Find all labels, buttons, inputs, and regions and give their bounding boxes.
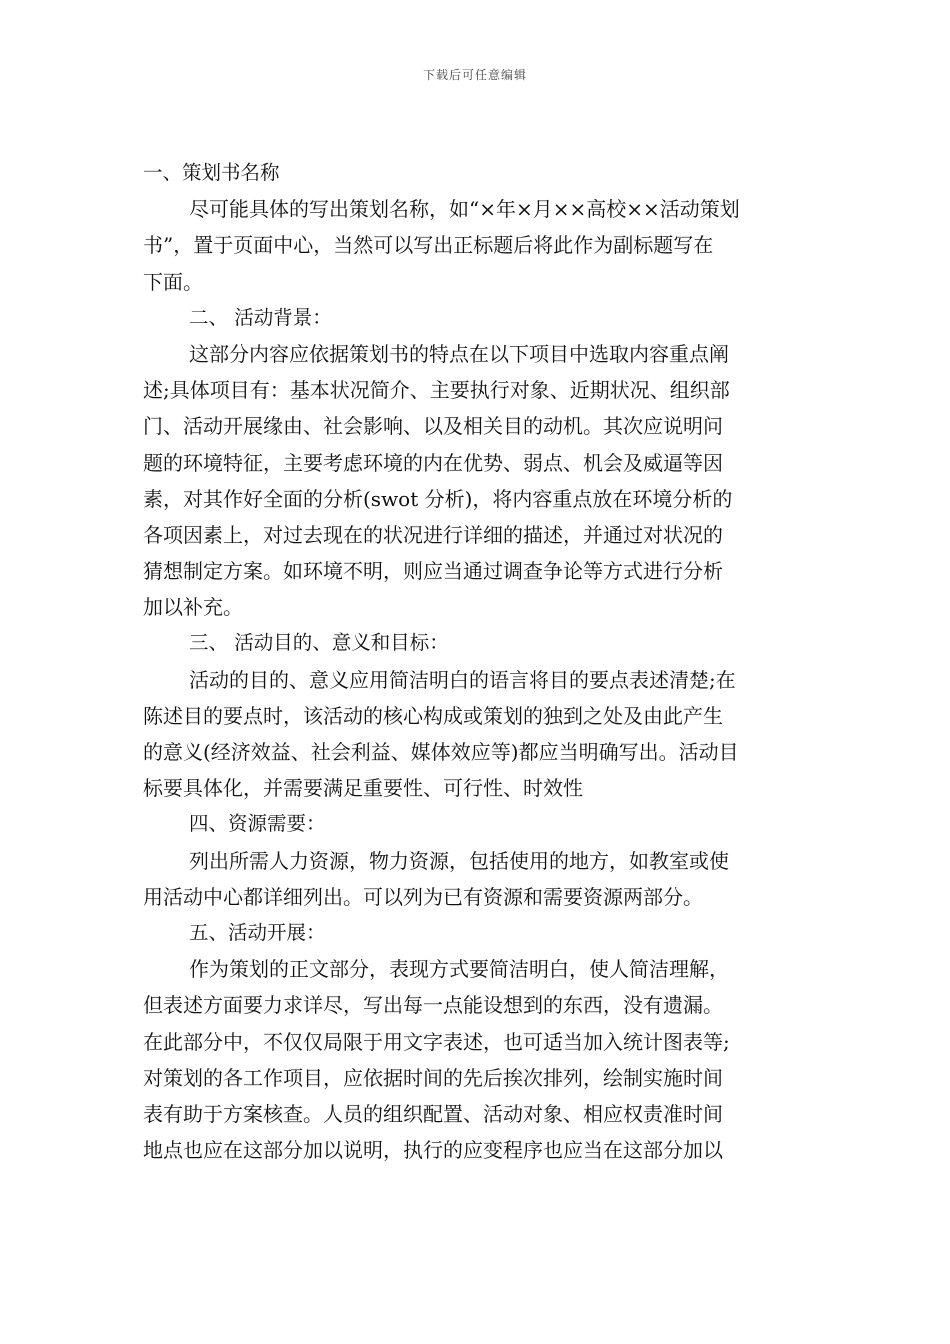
section-heading: 四、资源需要： <box>189 812 326 836</box>
text-line: 表有助于方案核查。人员的组织配置、活动对象、相应权责准时间 <box>143 1101 723 1126</box>
text-line: 各项因素上，对过去现在的状况进行详细的描述，并通过对状况的 <box>143 522 723 547</box>
section-heading: 二、 活动背景： <box>189 305 332 329</box>
text-line: 素，对其作好全面的分析(swot 分析)，将内容重点放在环境分析的 <box>143 486 733 511</box>
text-line: 门、活动开展缘由、社会影响、以及相关目的动机。其次应说明问 <box>143 414 723 439</box>
section-heading: 三、 活动目的、意义和目标： <box>189 631 449 655</box>
section-heading: 一、策划书名称 <box>143 161 280 184</box>
text-line: 猜想制定方案。如环境不明，则应当通过调查争论等方式进行分析 <box>143 559 723 584</box>
page-header-note: 下载后可任意编辑 <box>422 68 527 82</box>
document-body <box>143 155 807 1168</box>
text-line: 标要具体化，并需要满足重要性、可行性、时效性 <box>143 776 583 801</box>
text-line: 书”，置于页面中心，当然可以写出正标题后将此作为副标题写在 <box>143 233 714 258</box>
text-line: 这部分内容应依据策划书的特点在以下项目中选取内容重点阐 <box>189 341 729 366</box>
text-line: 在此部分中，不仅仅局限于用文字表述，也可适当加入统计图表等; <box>143 1029 730 1054</box>
section-heading: 五、活动开展： <box>189 920 326 944</box>
text-line: 下面。 <box>143 269 203 294</box>
text-line: 用活动中心都详细列出。可以列为已有资源和需要资源两部分。 <box>143 884 703 909</box>
text-line: 但表述方面要力求详尽，写出每一点能设想到的东西，没有遗漏。 <box>143 993 723 1018</box>
text-line: 述;具体项目有：基本状况简介、主要执行对象、近期状况、组织部 <box>143 378 730 403</box>
text-line: 地点也应在这部分加以说明，执行的应变程序也应当在这部分加以 <box>143 1138 723 1163</box>
text-line: 尽可能具体的写出策划名称，如“×年×月××高校××活动策划 <box>189 197 740 222</box>
text-line: 陈述目的要点时，该活动的核心构成或策划的独到之处及由此产生 <box>143 703 723 728</box>
text-line: 对策划的各工作项目，应依据时间的先后挨次排列，绘制实施时间 <box>143 1065 723 1090</box>
text-line: 列出所需人力资源，物力资源，包括使用的地方，如教室或使 <box>189 848 729 873</box>
text-line: 题的环境特征，主要考虑环境的内在优势、弱点、机会及威逼等因 <box>143 450 723 475</box>
text-line: 活动的目的、意义应用简洁明白的语言将目的要点表述清楚;在 <box>189 667 736 692</box>
text-line: 加以补充。 <box>143 595 243 620</box>
text-line: 作为策划的正文部分，表现方式要简洁明白，使人简洁理解， <box>189 957 729 982</box>
text-line: 的意义(经济效益、社会利益、媒体效应等)都应当明确写出。活动目 <box>143 740 739 764</box>
